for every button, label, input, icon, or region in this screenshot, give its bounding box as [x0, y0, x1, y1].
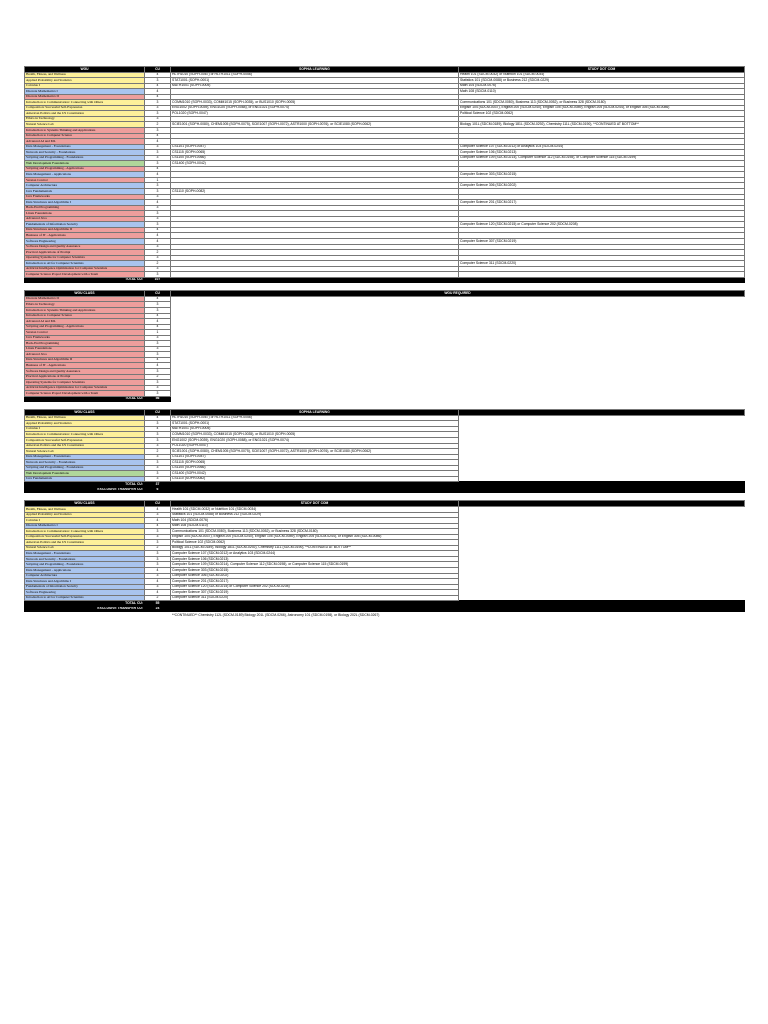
course-cu: 3 — [145, 454, 171, 460]
course-name: Calculus I — [25, 83, 145, 89]
course-cu: 4 — [145, 319, 171, 325]
total-label: TOTAL CU: — [25, 482, 145, 488]
column-header: CU — [145, 501, 171, 507]
course-name: Introduction to AI for Computer Scientists — [25, 261, 145, 267]
study-equivalent: Biology 101L (SDCM-0189), Biology 181L (SDCM-0292), Chemistry 111L (SDCM-0190), **CONTINUED AT BOTTOM** — [459, 122, 745, 128]
course-cu: 4 — [145, 523, 171, 529]
course-cu: 2 — [145, 250, 171, 256]
study-equivalent: Computer Science 109 (SDCM-0214), Computer Science 112 (SDCM-0198), or Computer Science 115 (SDCM-0199) — [459, 155, 745, 161]
course-name: Operating Systems for Computer Scientists — [25, 255, 145, 261]
course-cu: 3 — [145, 150, 171, 156]
course-cu: 3 — [145, 78, 171, 84]
course-name: Web Development Foundations — [25, 161, 145, 167]
course-name: Applied Probability and Statistics — [25, 512, 145, 518]
course-cu: 3 — [145, 556, 171, 562]
study-equivalent: Computer Science 107 (SDCM-0212) or Analytics 103 (SDCM-0244) — [459, 144, 745, 150]
course-name: Composition: Successful Self-Expression — [25, 105, 145, 111]
total-value: 55 — [145, 601, 171, 607]
course-name: Fundamentals of Information Security — [25, 222, 145, 228]
course-name: Calculus I — [25, 518, 145, 524]
footnote: **CONTINUED** Chemistry 112L (SDCM-0189) Biology 201L (SDCM-0266), Astronomy 101 (SDCM-0198), or Biology 202L (SDCM-0267) — [172, 613, 380, 618]
course-name: Software Design and Quality Assurance — [25, 244, 145, 250]
study-equivalent: Statistics 101 (SDCM-0088) or Business 212 (SDCM-0229) — [171, 512, 459, 518]
course-cu: 3 — [145, 341, 171, 347]
course-cu: 4 — [145, 166, 171, 172]
course-name: Software Design and Quality Assurance — [25, 368, 145, 374]
study-equivalent: English 104 (SDCM-0037), English 200 (SDCM-0240), English 105 (SDCM-0089), English 205 (SDCM-0244), or English 305 (SDCM-0086) — [171, 534, 459, 540]
course-cu: 4 — [145, 590, 171, 596]
study-equivalent: Computer Science 306 (SDCM-0202) — [459, 183, 745, 189]
course-name: Applied Probability and Statistics — [25, 421, 145, 427]
course-name: Discrete Mathematics I — [25, 89, 145, 95]
course-name: Operating Systems for Computer Scientists — [25, 380, 145, 386]
course-name: Version Control — [25, 177, 145, 183]
course-name: Introduction to AI for Computer Scientists — [25, 595, 145, 601]
course-name: Data Structures and Algorithms I — [25, 579, 145, 585]
course-cu: 4 — [145, 313, 171, 319]
study-equivalent: Computer Science 311 (SDCM-0220) — [459, 261, 745, 267]
column-header: WGU CLASS — [25, 291, 145, 297]
course-cu: 4 — [145, 72, 171, 78]
course-cu: 3 — [145, 438, 171, 444]
sophia-equivalent: CS1110 (SOPH-0082) — [171, 189, 459, 195]
course-name: Ethics in Technology — [25, 116, 145, 122]
course-name: Data Management - Applications — [25, 568, 145, 574]
course-name: Health, Fitness, and Wellness — [25, 415, 145, 421]
column-header: CU — [145, 67, 171, 73]
course-name: Introduction to Systems Thinking and Applications — [25, 307, 145, 313]
study-equivalent: Computer Science 106 (SDCM-0213) — [459, 150, 745, 156]
course-cu: 4 — [145, 518, 171, 524]
course-cu: 3 — [145, 194, 171, 200]
course-cu: 3 — [145, 385, 171, 391]
course-cu: 3 — [145, 562, 171, 568]
course-cu: 3 — [145, 465, 171, 471]
course-name: Data Structures and Algorithms II — [25, 357, 145, 363]
course-cu: 4 — [145, 172, 171, 178]
course-cu: 2 — [145, 261, 171, 267]
course-name: Business of IT - Applications — [25, 233, 145, 239]
course-cu: 2 — [145, 545, 171, 551]
study-equivalent: English 104 (SDCM-0037), English 200 (SDCM-0240), English 105 (SDCM-0089), English 205 (SDCM-0244), or English 305 (SDCM-0086) — [459, 105, 745, 111]
study-equivalent: Computer Science 307 (SDCM-0219) — [171, 590, 459, 596]
course-name: Scripting and Programming - Applications — [25, 166, 145, 172]
course-cu: 4 — [145, 200, 171, 206]
course-cu: 3 — [145, 244, 171, 250]
column-header: STUDY DOT COM — [459, 67, 745, 73]
sophia-equivalent: COMM1010 (SOPH-0033), COMM1015 (SOPH-0035), or BUS1010 (SOPH-0005) — [171, 432, 459, 438]
column-header: WGU CLASS — [25, 501, 145, 507]
study-equivalent: Computer Science 201 (SDCM-0217) — [459, 200, 745, 206]
study-equivalent: Computer Science 303 (SDCM-0215) — [171, 568, 459, 574]
sophia-equivalent: CS1100 (SOPH-0066) — [171, 155, 459, 161]
course-name: American Politics and the US Constitution — [25, 540, 145, 546]
course-name: Network and Security - Foundations — [25, 150, 145, 156]
course-cu: 3 — [145, 573, 171, 579]
course-name: Introduction to Computer Science — [25, 313, 145, 319]
sophia-equivalent: STAT1001 (SOPH-0001) — [171, 421, 459, 427]
master-transfer-table — [24, 66, 745, 283]
course-name: Scripting and Programming - Foundations — [25, 562, 145, 568]
course-cu: 3 — [145, 255, 171, 261]
course-cu: 3 — [145, 346, 171, 352]
study-equivalent: Computer Science 106 (SDCM-0213) — [171, 556, 459, 562]
course-name: Natural Science Lab — [25, 449, 145, 455]
course-name: Discrete Mathematics I — [25, 523, 145, 529]
course-name: Discrete Mathematics II — [25, 296, 145, 302]
course-cu: 4 — [145, 363, 171, 369]
study-equivalent: Math 108 (SDCM-0110) — [171, 523, 459, 529]
sophia-equivalent: STAT1001 (SOPH-0001) — [171, 78, 459, 84]
course-cu: 3 — [145, 266, 171, 272]
course-name: Fundamentals of Information Security — [25, 584, 145, 590]
course-name: Scripting and Programming - Foundations — [25, 155, 145, 161]
sophia-equivalent: HLTH1010 (SOPH-0067) or HLTH1011 (SOPH-0056) — [171, 415, 459, 421]
study-equivalent: Math 104 (SDCM-0076) — [171, 518, 459, 524]
column-header: CU — [145, 410, 171, 416]
course-name: Data Management - Foundations — [25, 551, 145, 557]
study-equivalent: Political Science 102 (SDCM-0062) — [171, 540, 459, 546]
course-name: Java Fundamentals — [25, 476, 145, 482]
study-equivalent: Computer Science 311 (SDCM-0220) — [171, 595, 459, 601]
study-equivalent: Computer Science 107 (SDCM-0212) or Analytics 103 (SDCM-0244) — [171, 551, 459, 557]
course-cu: 3 — [145, 551, 171, 557]
course-name: Introduction to Communication: Connecting with Others — [25, 432, 145, 438]
total-label: TOTAL CU: — [25, 277, 145, 283]
course-cu: 1 — [145, 177, 171, 183]
column-header: WGU — [25, 67, 145, 73]
course-cu: 3 — [145, 105, 171, 111]
course-name: Data Structures and Algorithms II — [25, 227, 145, 233]
course-cu: 3 — [145, 307, 171, 313]
course-name: Business of IT - Applications — [25, 363, 145, 369]
course-cu: 4 — [145, 324, 171, 330]
course-cu: 3 — [145, 211, 171, 217]
total-value: 107 — [145, 277, 171, 283]
course-cu: 3 — [145, 584, 171, 590]
course-cu: 4 — [145, 139, 171, 145]
course-cu: 3 — [145, 512, 171, 518]
course-cu: 3 — [145, 272, 171, 278]
course-name: Applied Probability and Statistics — [25, 78, 145, 84]
course-name: Data Management - Applications — [25, 172, 145, 178]
course-cu: 3 — [145, 183, 171, 189]
course-cu: 3 — [145, 100, 171, 106]
course-name: Java Frameworks — [25, 335, 145, 341]
sophia-equivalent: HLTH1010 (SOPH-0067) or HLTH1011 (SOPH-0056) — [171, 72, 459, 78]
course-name: Natural Science Lab — [25, 122, 145, 128]
course-name: Natural Science Lab — [25, 545, 145, 551]
course-name: Java Fundamentals — [25, 189, 145, 195]
course-name: Artificial Intelligence Optimization for Computer Scientists — [25, 266, 145, 272]
course-cu: 3 — [145, 222, 171, 228]
course-name: Advanced Java — [25, 216, 145, 222]
sophia-table — [24, 409, 745, 493]
study-equivalent: Statistics 101 (SDCM-0088) or Business 212 (SDCM-0229) — [459, 78, 745, 84]
course-cu: 4 — [145, 568, 171, 574]
course-name: Linux Foundations — [25, 211, 145, 217]
exclusive-label: EXCLUSIVE TRANSFER CU: — [25, 487, 145, 493]
course-cu: 3 — [145, 368, 171, 374]
course-cu: 4 — [145, 89, 171, 95]
column-header: WGU CLASS — [25, 410, 145, 416]
course-cu: 3 — [145, 460, 171, 466]
study-equivalent: Math 104 (SDCM-0076) — [459, 83, 745, 89]
course-cu: 3 — [145, 471, 171, 477]
course-name: Discrete Mathematics II — [25, 94, 145, 100]
course-name: Software Engineering — [25, 238, 145, 244]
total-label: TOTAL CU: — [25, 396, 145, 402]
study-equivalent: Computer Science 306 (SDCM-0202) — [171, 573, 459, 579]
column-header: CU — [145, 291, 171, 297]
sophia-equivalent: CS1101 (SOPH-0047) — [171, 144, 459, 150]
column-header: STUDY DOT COM — [171, 501, 459, 507]
course-cu: 4 — [145, 579, 171, 585]
course-name: Data Management - Foundations — [25, 144, 145, 150]
study-dot-com-table — [24, 500, 745, 612]
course-cu: 3 — [145, 155, 171, 161]
sophia-equivalent: POL1020 (SOPH-0047) — [171, 443, 459, 449]
exclusive-row — [25, 606, 745, 612]
course-name: Scripting and Programming - Foundations — [25, 465, 145, 471]
course-cu: 2 — [145, 374, 171, 380]
total-row — [25, 277, 745, 283]
course-name: Linux Foundations — [25, 346, 145, 352]
course-cu: 2 — [145, 595, 171, 601]
column-header: WGU REQUIRED — [171, 291, 745, 297]
course-name: Back-End Programming — [25, 341, 145, 347]
course-name: American Politics and the US Constitution — [25, 443, 145, 449]
course-name: Web Development Foundations — [25, 471, 145, 477]
course-cu: 3 — [145, 189, 171, 195]
sophia-equivalent: CS1110 (SOPH-0082) — [171, 476, 459, 482]
course-cu: 3 — [145, 216, 171, 222]
course-cu: 2 — [145, 449, 171, 455]
course-name: American Politics and the US Constitution — [25, 111, 145, 117]
course-name: Data Structures and Algorithms I — [25, 200, 145, 206]
wgu-required-table — [24, 290, 745, 402]
course-cu: 4 — [145, 415, 171, 421]
course-cu: 3 — [145, 161, 171, 167]
study-equivalent: Health 101 (SDCM-0032) or Nutrition 101 (SDCM-0034) — [459, 72, 745, 78]
study-equivalent: Political Science 102 (SDCM-0062) — [459, 111, 745, 117]
study-equivalent: Math 108 (SDCM-0110) — [459, 89, 745, 95]
exclusive-row — [25, 487, 745, 493]
course-name: Composition: Successful Self-Expression — [25, 438, 145, 444]
course-name: Artificial Intelligence Optimization for Computer Scientists — [25, 385, 145, 391]
course-name: Computer Architecture — [25, 183, 145, 189]
course-cu: 4 — [145, 83, 171, 89]
sophia-equivalent: ENG1002 (SOPH-0039), ENG1020 (SOPH-0088), or ENG1021 (SOPH-0074) — [171, 438, 459, 444]
sophia-equivalent: COMM1010 (SOPH-0033), COMM1015 (SOPH-0035), or BUS1010 (SOPH-0005) — [171, 100, 459, 106]
course-cu: 3 — [145, 205, 171, 211]
course-cu: 3 — [145, 534, 171, 540]
sophia-equivalent: MATH1001 (SOPH-0005) — [171, 426, 459, 432]
course-cu: 4 — [145, 94, 171, 100]
course-cu: 4 — [145, 296, 171, 302]
course-name: Software Engineering — [25, 590, 145, 596]
course-name: Computer Architecture — [25, 573, 145, 579]
column-header: SOPHIA LEARNING — [171, 67, 459, 73]
course-name: Computer Science Project Development with a Team — [25, 391, 145, 397]
sophia-equivalent: CS1115 (SOPH-0065) — [171, 150, 459, 156]
study-equivalent: Biology 101L (SDCM-0189), Biology 181L (SDCM-0292), Chemistry 111L (SDCM-0190), **CONTINUED AT BOTTOM** — [171, 545, 459, 551]
course-name: Computer Science Project Development with a Team — [25, 272, 145, 278]
course-name: Scripting and Programming - Applications — [25, 324, 145, 330]
total-value: 37 — [145, 482, 171, 488]
sophia-equivalent: SCIE1001 (SOPH-0080), CHEM1005 (SOPH-0075), SCIE1007 (SOPH-0072), ASTR1000 (SOPH-0076), or SCIE1080 (SOPH-0062) — [171, 449, 459, 455]
study-equivalent: Health 101 (SDCM-0032) or Nutrition 101 (SDCM-0034) — [171, 507, 459, 513]
course-name: Introduction to Computer Science — [25, 133, 145, 139]
course-cu: 4 — [145, 426, 171, 432]
course-name: Introduction to Systems Thinking and Applications — [25, 128, 145, 134]
course-name: Introduction to Communication: Connecting with Others — [25, 100, 145, 106]
course-name: Back-End Programming — [25, 205, 145, 211]
sophia-equivalent: SCIE1001 (SOPH-0080), CHEM1005 (SOPH-0075), SCIE1007 (SOPH-0072), ASTR1000 (SOPH-0076), or SCIE1080 (SOPH-0062) — [171, 122, 459, 128]
course-name: Health, Fitness, and Wellness — [25, 72, 145, 78]
total-row — [25, 396, 745, 402]
total-label: TOTAL CU: — [25, 601, 145, 607]
study-equivalent: Computer Science 109 (SDCM-0214), Computer Science 112 (SDCM-0198), or Computer Science 115 (SDCM-0199) — [171, 562, 459, 568]
course-cu: 4 — [145, 357, 171, 363]
course-cu: 3 — [145, 302, 171, 308]
course-name: Health, Fitness, and Wellness — [25, 507, 145, 513]
course-cu: 4 — [145, 233, 171, 239]
course-cu: 3 — [145, 144, 171, 150]
course-cu: 3 — [145, 352, 171, 358]
study-equivalent: Computer Science 120 (SDCM-0215) or Computer Science 202 (SDCM-0208) — [171, 584, 459, 590]
study-equivalent: Communications 101 (SDCM-0080), Business 113 (SDCM-0052), or Business 328 (SDCM-0180) — [459, 100, 745, 106]
course-cu: 4 — [145, 507, 171, 513]
total-value: 56 — [145, 396, 171, 402]
course-cu: 3 — [145, 443, 171, 449]
course-cu: 3 — [145, 380, 171, 386]
sophia-equivalent: MATH1001 (SOPH-0005) — [171, 83, 459, 89]
spreadsheet — [24, 66, 744, 618]
course-cu: 3 — [145, 540, 171, 546]
course-name: Practical Applications of Prompt — [25, 250, 145, 256]
course-cu: 3 — [145, 529, 171, 535]
course-name: Network and Security - Foundations — [25, 556, 145, 562]
course-name: Network and Security - Foundations — [25, 460, 145, 466]
course-cu: 3 — [145, 421, 171, 427]
course-cu: 3 — [145, 432, 171, 438]
exclusive-value: 24 — [145, 606, 171, 612]
course-cu: 2 — [145, 122, 171, 128]
course-cu: 4 — [145, 133, 171, 139]
course-name: Practical Applications of Prompt — [25, 374, 145, 380]
course-name: Advanced Java — [25, 352, 145, 358]
study-equivalent: Computer Science 303 (SDCM-0215) — [459, 172, 745, 178]
course-name: Composition: Successful Self-Expression — [25, 534, 145, 540]
sophia-equivalent: CS1400 (SOPH-0042) — [171, 161, 459, 167]
sophia-equivalent: CS1100 (SOPH-0066) — [171, 465, 459, 471]
course-cu: 4 — [145, 227, 171, 233]
study-equivalent: Computer Science 120 (SDCM-0215) or Computer Science 202 (SDCM-0208) — [459, 222, 745, 228]
course-name: Java Frameworks — [25, 194, 145, 200]
course-name: Advanced AI and ML — [25, 319, 145, 325]
sophia-equivalent: CS1400 (SOPH-0042) — [171, 471, 459, 477]
sophia-equivalent: CS1101 (SOPH-0047) — [171, 454, 459, 460]
course-cu: 3 — [145, 128, 171, 134]
sophia-equivalent: ENG1002 (SOPH-0039), ENG1020 (SOPH-0088), or ENG1021 (SOPH-0074) — [171, 105, 459, 111]
course-name: Data Management - Foundations — [25, 454, 145, 460]
study-equivalent: Communications 101 (SDCM-0080), Business 113 (SDCM-0052), or Business 328 (SDCM-0180) — [171, 529, 459, 535]
exclusive-label: EXCLUSIVE TRANSFER CU: — [25, 606, 145, 612]
course-name: Advanced AI and ML — [25, 139, 145, 145]
course-name: Ethics in Technology — [25, 302, 145, 308]
course-cu: 3 — [145, 391, 171, 397]
course-cu: 3 — [145, 111, 171, 117]
course-cu: 3 — [145, 335, 171, 341]
sophia-equivalent: POL1020 (SOPH-0047) — [171, 111, 459, 117]
exclusive-value: 6 — [145, 487, 171, 493]
course-name: Version Control — [25, 330, 145, 336]
column-header: SOPHIA LEARNING — [171, 410, 459, 416]
course-cu: 1 — [145, 330, 171, 336]
course-cu: 4 — [145, 238, 171, 244]
course-name: Calculus I — [25, 426, 145, 432]
course-cu: 3 — [145, 116, 171, 122]
sophia-equivalent: CS1115 (SOPH-0065) — [171, 460, 459, 466]
study-equivalent: Computer Science 307 (SDCM-0219) — [459, 238, 745, 244]
course-name: Introduction to Communication: Connecting with Others — [25, 529, 145, 535]
study-equivalent: Computer Science 201 (SDCM-0217) — [171, 579, 459, 585]
course-cu: 3 — [145, 476, 171, 482]
